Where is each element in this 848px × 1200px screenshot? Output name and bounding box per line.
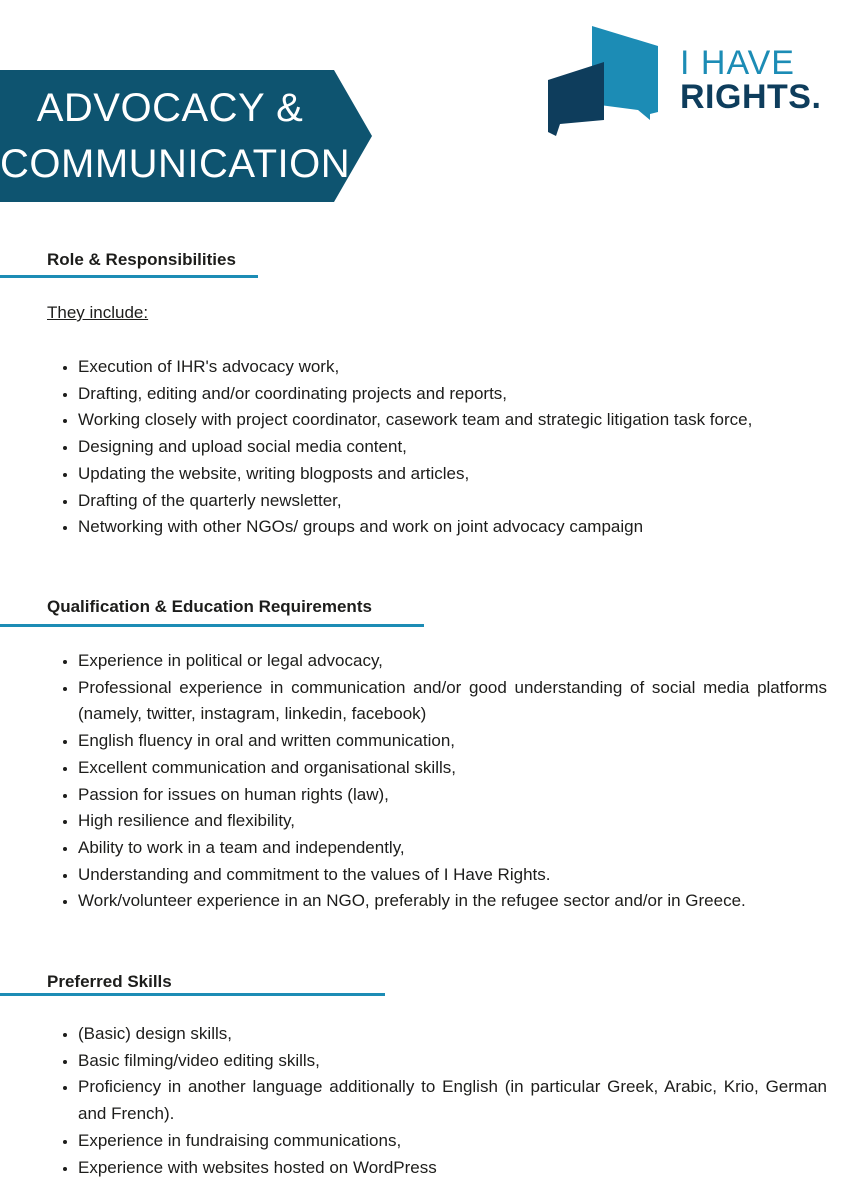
- logo-wordmark: [680, 46, 821, 114]
- list-item: • Drafting of the quarterly newsletter,: [78, 488, 827, 515]
- list-item: • Excellent communication and organisational skills,: [78, 755, 827, 782]
- page-title-line2: COMMUNICATION: [0, 142, 351, 186]
- list-item: • Experience in fundraising communications,: [78, 1128, 827, 1155]
- skills-heading-underline: [0, 993, 385, 996]
- list-item: • English fluency in oral and written communication,: [78, 728, 827, 755]
- list-item: • Networking with other NGOs/ groups and work on joint advocacy campaign: [78, 514, 827, 541]
- list-item: • Updating the website, writing blogposts and articles,: [78, 461, 827, 488]
- logo-line2: RIGHTS.: [680, 78, 822, 116]
- list-item: • Experience in political or legal advocacy,: [78, 648, 827, 675]
- list-item: • (Basic) design skills,: [78, 1021, 827, 1048]
- list-item: • Drafting, editing and/or coordinating projects and reports,: [78, 381, 827, 408]
- roles-list: [52, 354, 827, 541]
- list-item: • Proficiency in another language additionally to English (in particular Greek, Arabic, Krio, German and French).: [78, 1074, 827, 1127]
- logo-line1: I HAVE: [680, 44, 795, 82]
- skills-heading: Preferred Skills: [47, 972, 172, 991]
- list-item: • Understanding and commitment to the values of I Have Rights.: [78, 862, 827, 889]
- page-title-line1: ADVOCACY &: [36, 86, 304, 130]
- list-item: • Basic filming/video editing skills,: [78, 1048, 827, 1075]
- roles-heading-underline: [0, 275, 258, 278]
- list-item: • Work/volunteer experience in an NGO, preferably in the refugee sector and/or in Greece.: [78, 888, 827, 915]
- qualifications-heading: Qualification & Education Requirements: [47, 597, 372, 616]
- roles-heading: Role & Responsibilities: [47, 250, 236, 269]
- qualifications-heading-underline: [0, 624, 424, 627]
- page-title: [0, 80, 351, 192]
- roles-subheading: They include:: [47, 303, 149, 322]
- list-item: • Passion for issues on human rights (law),: [78, 782, 827, 809]
- list-item: • Professional experience in communication and/or good understanding of social media platforms (namely, twitter, instagram, linkedin, facebook): [78, 675, 827, 728]
- list-item: • High resilience and flexibility,: [78, 808, 827, 835]
- qualifications-list: [52, 648, 827, 915]
- list-item: • Experience with websites hosted on WordPress: [78, 1155, 827, 1182]
- skills-list: [52, 1021, 827, 1181]
- list-item: • Ability to work in a team and independently,: [78, 835, 827, 862]
- list-item: • Working closely with project coordinator, casework team and strategic litigation task force,: [78, 407, 827, 434]
- list-item: • Execution of IHR's advocacy work,: [78, 354, 827, 381]
- list-item: • Designing and upload social media content,: [78, 434, 827, 461]
